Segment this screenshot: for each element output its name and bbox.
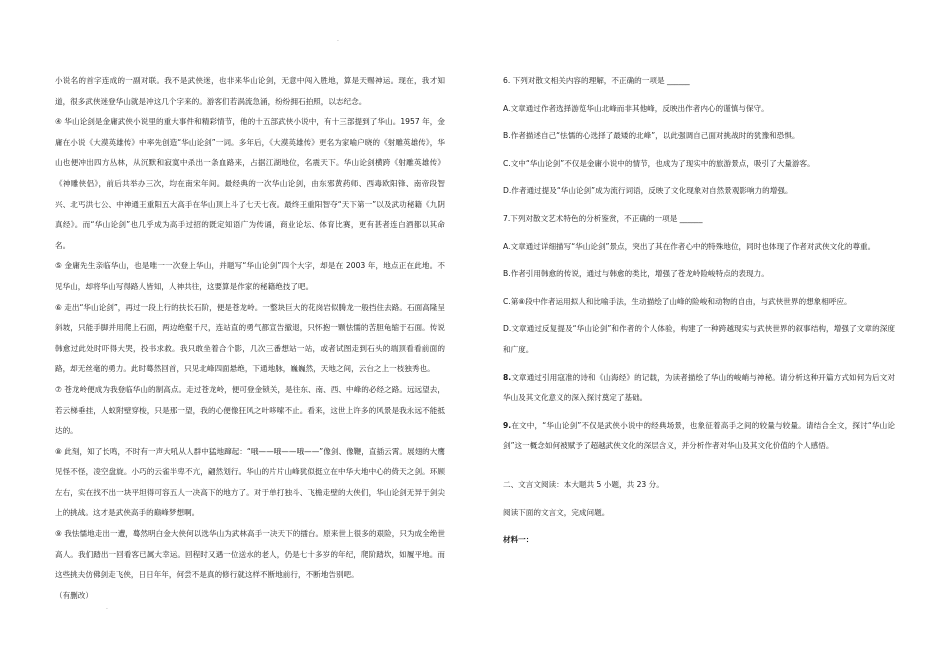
question-6-option-b: B.作者描述自己“怯懦的心选择了最矮的北峰”，以此强调自己面对挑战时的犹豫和恐惧。 xyxy=(503,131,800,141)
paragraph-7: ⑦ 苍龙岭便成为我登临华山的制高点。走过苍龙岭，便可登金锁关，是往东、南、西、中峰的必经之路。远远望去，若云梯垂挂，人蚁附壁穿梭，只是那一望，我的心便像狂风之叶哆嗦不止。看来，这世上许多的风景是我永远不能抵达的。 xyxy=(55,384,445,436)
question-6-option-d: D.作者通过提及“华山论剑”成为流行词语，反映了文化现象对自然景观影响力的增强。 xyxy=(503,186,793,196)
page-bottom-dot: . xyxy=(106,604,108,611)
paragraph-6: ⑥ 走出“华山论剑”，再过一段上行的扶长石阶，便是苍龙岭。一整块巨大的花岗岩似腾龙一般挡住去路。石面高隆呈斜坡，只能手脚并用爬上石面，两边绝壑千尺，连站直的勇气都宣告撤退，只怀抱一颗怯懦的苦胆龟缩于石面。传说韩愈过此处时吓得大哭，投书求救。我只敢坐着合个影，几次三番想站一站，或者试图走到石头的端顶看看前面的路，却无丝毫的勇力。此时蓦然回首，只见北峰四面悬绝，下通地脉，巍巍然，天地之间，云台之上一枝独秀也。 xyxy=(55,302,445,374)
material-one-label: 材料一： xyxy=(503,535,534,545)
paragraph-5: ⑤ 金庸先生亲临华山，也是唯一一次登上华山，并题写“华山论剑”四个大字，却是在 2003 年，地点正在此地。不见华山，却将华山写得路人皆知，人神共往，这要算是作家的秘籍绝技了吧。 xyxy=(55,261,445,291)
question-9-text: 在文中，“华山论剑”不仅是武侠小说中的经典场景，也象征着高手之间的较量与较量。请结合全文，探讨“华山论剑”这一概念如何被赋予了超越武侠文化的深层含义，并分析作者对华山及其文化价值的个人感悟。 xyxy=(503,420,895,451)
question-6-stem: 6. 下列对散文相关内容的理解，不正确的一项是 ______ xyxy=(503,76,690,85)
question-7-stem: 7.下列对散文艺术特色的分析鉴赏，不正确的一项是 ______ xyxy=(503,213,703,223)
question-7-option-d: D.文章通过反复提及“华山论剑”和作者的个人体验，构建了一种跨越现实与武侠世界的叙事结构，增强了文章的深度和广度。 xyxy=(503,324,895,354)
paragraph-3-tail: 小说名的首字连成的一副对联。我不是武侠迷，也非来华山论剑，无意中闯入胜地，算是天赐神运。现在，我才知道，很多武侠迷登华山就是冲这几个字来的。游客们若涡流急涌，纷纷拥石拍照，以志纪念。 xyxy=(55,76,445,106)
question-7-option-a: A.文章通过详细描写“华山论剑”景点，突出了其在作者心中的特殊地位，同时也体现了作者对武侠文化的尊重。 xyxy=(503,241,876,251)
question-8 xyxy=(503,368,895,409)
question-7-option-b: B.作者引用韩愈的传说，通过与韩愈的类比，增强了苍龙岭险峻特点的表现力。 xyxy=(503,269,769,279)
question-9 xyxy=(503,416,895,457)
question-6-option-a: A.文章通过作者选择游览华山北峰而非其他峰，反映出作者内心的谨慎与保守。 xyxy=(503,103,769,113)
paragraph-8: ⑧ 此刻，知了长鸣，不时有一声大吼从人群中猛地蹿起：“哦——哦——哦——”像剑、像鞭，直插云霄。展翅的大鹰见怪不怪，凌空盘旋。小巧的云雀半卑不亢，翩然划行。华山的片片山峰犹似挺立在中华大地中心的倚天之剑。环顾左右，实在找不出一块平坦得可容五人一决高下的地方了。对于单打独斗、飞檐走壁的大侠们，华山论剑无异于剑尖上的挑战。这才是武侠高手的巅峰梦想啊。 xyxy=(55,446,445,518)
left-column xyxy=(55,71,445,606)
question-8-number: 8. xyxy=(503,372,512,382)
page-top-dot: . xyxy=(337,36,339,43)
question-9-number: 9. xyxy=(503,420,512,430)
question-8-text: 文章通过引用寇准的诗和《山海经》的记载，为读者描绘了华山的峻峭与神秘。请分析这种开篇方式如何为后文对华山及其文化意义的深入探讨奠定了基础。 xyxy=(503,372,895,403)
section-two-heading: 二、文言文阅读：本大题共 5 小题，共 23 分。 xyxy=(503,479,664,489)
reading-instruction: 阅读下面的文言文，完成问题。 xyxy=(503,507,610,517)
paragraph-4: ④ 华山论剑是金庸武侠小说里的重大事件和精彩情节，他的十五部武侠小说中，有十三部提到了华山。1957 年，金庸在小说《大漠英雄传》中率先创造“华山论剑”一词。多年后，《大漠英雄传》更名为家喻户晓的《射雕英雄传》，华山也便冲出四方丛林，从沉默和寂寞中杀出一条血路来，占据江湖地位，名震天下。华山论剑横跨《射雕英雄传》《神雕侠侣》，前后共举办三次，均在南宋年间。最经典的一次华山论剑，由东邪黄药师、西毒欧阳锋、南帝段智兴、北丐洪七公、中神通王重阳五大高手在华山顶上斗了七天七夜。最终王重阳智夺“天下第一”以及武功秘籍《九阴真经》。而“华山论剑”也几乎成为高手过招的既定知语广为传诵，商业论坛、体育比赛，更有甚者连白酒都以其命名。 xyxy=(55,117,445,250)
question-6-option-c: C.文中“华山论剑”不仅是金庸小说中的情节，也成为了现实中的旅游景点，吸引了大量游客。 xyxy=(503,158,815,168)
right-column xyxy=(503,71,895,551)
question-7-option-c: C.第⑧段中作者运用拟人和比喻手法，生动描绘了山峰的险峻和动物的自由，与武侠世界的想象相呼应。 xyxy=(503,296,852,306)
paragraph-9: ⑨ 我怯懦地走出一遭，蓦然明白金大侠何以选华山为武林高手一决天下的擂台。原来世上很多的艰险，只为成全绝世高人。我们踏出一回看客已属大幸运。回程时又遇一位送水的老人，仍是七十多岁的年纪，爬阶踏坎，如履平地。而这些挑夫仿佛剑走飞侠，日日年年，何尝不是真的修行就这样不断地前行，不断地告别吧。 xyxy=(55,529,445,580)
source-note: （有删改） xyxy=(55,590,93,600)
